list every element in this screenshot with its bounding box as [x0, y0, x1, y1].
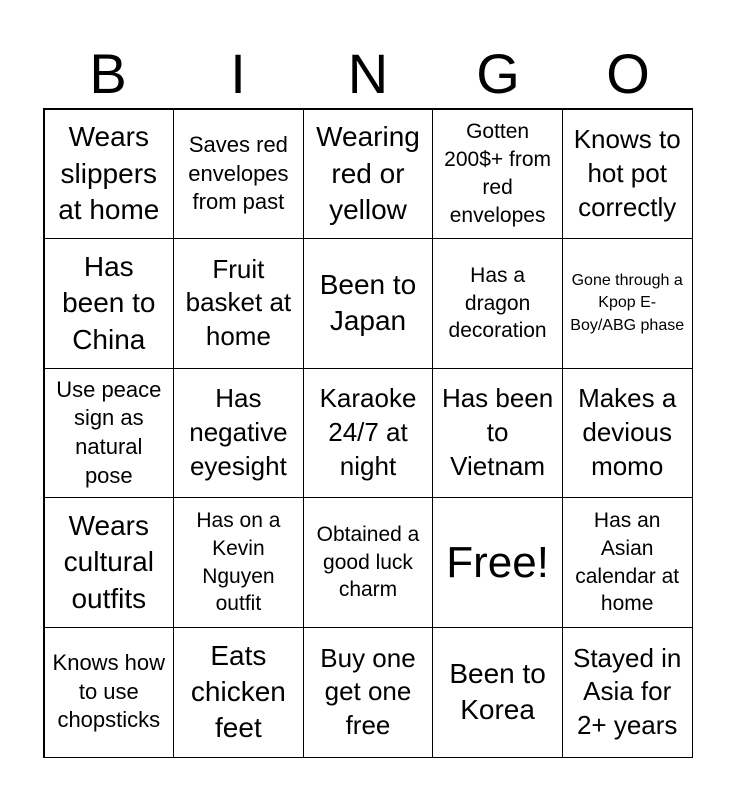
bingo-cell[interactable]	[562, 497, 693, 628]
cell-text: Wears cultural outfits	[63, 510, 154, 614]
bingo-cell[interactable]	[44, 627, 175, 758]
cell-text: Stayed in Asia for 2+ years	[572, 642, 682, 741]
cell-text: Eats chicken feet	[190, 639, 286, 744]
cell-text: Obtained a good luck charm	[316, 523, 420, 602]
cell-text: Use peace sign as natural pose	[56, 376, 162, 488]
cell-text: Gone through a Kpop E-Boy/ABG phase	[570, 271, 685, 334]
cell-text: Wears slippers at home	[58, 121, 160, 225]
header-letter-i: I	[230, 42, 246, 105]
cell-text: Has negative eyesight	[189, 383, 288, 481]
bingo-cell[interactable]	[44, 497, 175, 628]
bingo-cell[interactable]	[303, 238, 434, 369]
bingo-cell[interactable]	[562, 109, 693, 240]
bingo-cell[interactable]	[562, 238, 693, 369]
header-letter-b: B	[89, 42, 127, 105]
bingo-cell[interactable]	[562, 368, 693, 499]
bingo-cell[interactable]	[173, 238, 304, 369]
bingo-cell[interactable]	[173, 497, 304, 628]
cell-text: Has a dragon decoration	[448, 263, 547, 343]
bingo-cell[interactable]	[44, 368, 175, 499]
bingo-cell[interactable]	[303, 109, 434, 240]
cell-text: Makes a devious momo	[578, 383, 677, 481]
bingo-cell[interactable]	[432, 627, 563, 758]
bingo-cell[interactable]	[44, 109, 175, 240]
bingo-cell[interactable]	[173, 368, 304, 499]
cell-text: Saves red envelopes from past	[188, 131, 289, 215]
header-letter-o: O	[606, 42, 650, 105]
bingo-cell[interactable]	[432, 368, 563, 499]
bingo-cell[interactable]	[432, 238, 563, 369]
cell-text: Has been to Vietnam	[441, 383, 554, 481]
cell-text: Has on a Kevin Nguyen outfit	[196, 509, 281, 616]
cell-text: Buy one get one free	[320, 642, 416, 741]
cell-text: Wearing red or yellow	[316, 121, 420, 225]
bingo-cell[interactable]	[173, 109, 304, 240]
free-space-text: Free!	[446, 537, 549, 587]
bingo-card-grid	[43, 108, 693, 758]
bingo-cell[interactable]	[432, 109, 563, 240]
header-letter-g: G	[476, 42, 520, 105]
cell-text: Has been to China	[62, 250, 156, 355]
free-space-cell[interactable]	[432, 497, 563, 628]
cell-text: Karaoke 24/7 at night	[319, 383, 417, 481]
bingo-cell[interactable]	[173, 627, 304, 758]
bingo-cell[interactable]	[44, 238, 175, 369]
bingo-cell[interactable]	[303, 368, 434, 499]
cell-text: Knows how to use chopsticks	[52, 650, 166, 733]
cell-text: Gotten 200$+ from red envelopes	[444, 120, 551, 227]
cell-text: Has an Asian calendar at home	[575, 509, 680, 616]
cell-text: Fruit basket at home	[185, 253, 292, 352]
bingo-header	[43, 40, 693, 108]
bingo-cell[interactable]	[303, 627, 434, 758]
bingo-cell[interactable]	[303, 497, 434, 628]
cell-text: Been to Japan	[319, 269, 417, 337]
bingo-cell[interactable]	[562, 627, 693, 758]
cell-text: Knows to hot pot correctly	[573, 124, 681, 222]
cell-text: Been to Korea	[449, 657, 546, 726]
header-letter-n: N	[347, 42, 389, 105]
